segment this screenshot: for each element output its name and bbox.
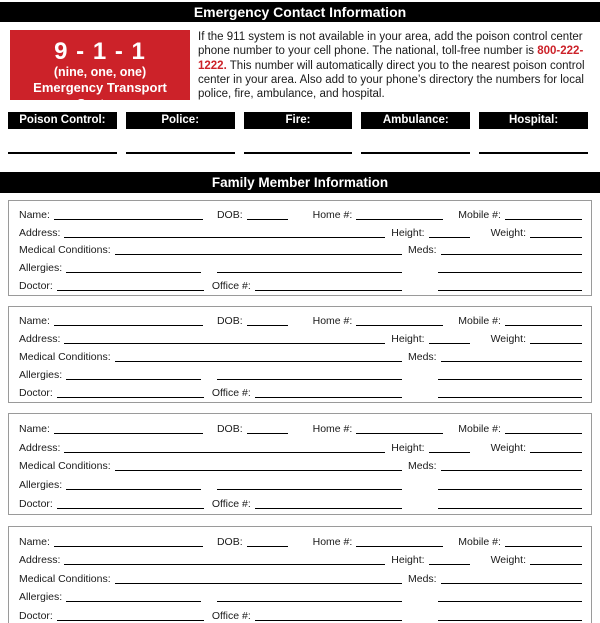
member-row-medical [19, 568, 582, 586]
doctor-blank-line[interactable] [57, 397, 204, 398]
page-title: Emergency Contact Information [0, 2, 600, 22]
meds-column [402, 573, 582, 586]
allergies-blank-line-2[interactable] [217, 272, 402, 273]
poison-control-instructions [198, 30, 594, 101]
meds-blank-line-2[interactable] [438, 379, 582, 380]
meds-blank-line-3[interactable] [438, 508, 582, 509]
ambulance-label: Ambulance: [361, 112, 470, 129]
mobile-phone-blank-line[interactable] [505, 219, 582, 220]
mobile-phone-blank-line[interactable] [505, 546, 582, 547]
address-label: Address: [19, 333, 61, 345]
mobile-phone-blank-line[interactable] [505, 433, 582, 434]
meds-label: Meds: [408, 572, 437, 585]
name-blank-line[interactable] [54, 546, 203, 547]
office-phone-blank-line[interactable] [255, 508, 402, 509]
height-blank-line[interactable] [429, 237, 470, 238]
name-label: Name: [19, 422, 50, 435]
medical-conditions-label: Medical Conditions: [19, 244, 111, 257]
address-label: Address: [19, 226, 61, 239]
ambulance-blank-line[interactable] [361, 150, 470, 154]
name-label: Name: [19, 535, 50, 548]
home-phone-label: Home #: [312, 422, 353, 435]
meds-label: Meds: [408, 244, 437, 257]
office-phone-label: Office #: [211, 387, 251, 399]
meds-column [402, 508, 582, 511]
allergies-label: Allergies: [19, 369, 63, 381]
meds-blank-line-3[interactable] [438, 620, 582, 621]
medical-conditions-blank-line[interactable] [115, 361, 402, 362]
dob-label: DOB: [216, 208, 243, 221]
police-label: Police: [126, 112, 235, 129]
office-phone-label: Office #: [211, 609, 251, 622]
member-row-name [19, 204, 582, 222]
meds-blank-line-1[interactable] [441, 470, 582, 471]
height-label: Height: [391, 441, 425, 454]
hospital-label: Hospital: [479, 112, 588, 129]
address-blank-line[interactable] [64, 237, 385, 238]
dob-blank-line[interactable] [247, 219, 288, 220]
height-blank-line[interactable] [429, 343, 470, 344]
office-phone-blank-line[interactable] [255, 620, 402, 621]
allergies-blank-line-1[interactable] [66, 379, 201, 380]
mobile-phone-blank-line[interactable] [505, 325, 582, 326]
fire-blank-line[interactable] [244, 150, 353, 154]
weight-label: Weight: [490, 441, 526, 454]
address-blank-line[interactable] [64, 343, 385, 344]
member-row-name [19, 310, 582, 328]
dob-label: DOB: [216, 422, 243, 435]
name-label: Name: [19, 208, 50, 221]
meds-column [402, 489, 582, 492]
member-row-doctor [19, 493, 582, 511]
instructions-text-after: This number will automatically direct you to the nearest poison control center in your area. Also add to your phone’s directory the numbers for local police, fire, ambulance, and hospital. [198, 59, 585, 101]
home-phone-blank-line[interactable] [356, 433, 443, 434]
allergies-blank-line-2[interactable] [217, 379, 402, 380]
home-phone-blank-line[interactable] [356, 325, 443, 326]
allergies-blank-line-1[interactable] [66, 489, 201, 490]
mobile-phone-label: Mobile #: [458, 208, 501, 221]
member-row-address [19, 328, 582, 346]
medical-conditions-label: Medical Conditions: [19, 351, 111, 363]
dob-blank-line[interactable] [247, 325, 288, 326]
office-phone-label: Office #: [211, 498, 251, 511]
family-member-block [8, 306, 592, 403]
doctor-blank-line[interactable] [57, 508, 204, 509]
height-label: Height: [391, 333, 425, 345]
name-blank-line[interactable] [54, 325, 203, 326]
address-label: Address: [19, 441, 61, 454]
meds-column [402, 244, 582, 257]
allergies-blank-line-1[interactable] [66, 272, 201, 273]
meds-blank-line-2[interactable] [438, 489, 582, 490]
member-row-address [19, 549, 582, 567]
mobile-phone-label: Mobile #: [458, 422, 501, 435]
medical-conditions-blank-line[interactable] [115, 254, 402, 255]
mobile-phone-label: Mobile #: [458, 535, 501, 548]
911-code: 9 - 1 - 1 [54, 38, 146, 65]
weight-blank-line[interactable] [530, 343, 582, 344]
weight-blank-line[interactable] [530, 452, 582, 453]
medical-conditions-blank-line[interactable] [115, 583, 402, 584]
allergies-blank-line-1[interactable] [66, 601, 201, 602]
weight-label: Weight: [490, 226, 526, 239]
family-member-block [8, 526, 592, 623]
allergies-label: Allergies: [19, 262, 63, 275]
meds-blank-line-1[interactable] [441, 361, 582, 362]
medical-conditions-blank-line[interactable] [115, 470, 402, 471]
allergies-label: Allergies: [19, 591, 63, 603]
doctor-blank-line[interactable] [57, 620, 204, 621]
office-phone-blank-line[interactable] [255, 290, 402, 291]
meds-blank-line-2[interactable] [438, 601, 582, 602]
member-row-medical [19, 455, 582, 473]
home-phone-label: Home #: [312, 208, 353, 221]
hospital-blank-line[interactable] [479, 150, 588, 154]
member-row-medical [19, 240, 582, 258]
height-label: Height: [391, 554, 425, 566]
allergies-label: Allergies: [19, 479, 63, 492]
name-blank-line[interactable] [54, 219, 203, 220]
home-phone-label: Home #: [312, 535, 353, 548]
dob-blank-line[interactable] [247, 546, 288, 547]
address-label: Address: [19, 554, 61, 566]
doctor-label: Doctor: [19, 387, 53, 399]
meds-blank-line-1[interactable] [441, 583, 582, 584]
meds-blank-line-1[interactable] [441, 254, 582, 255]
meds-column [402, 460, 582, 473]
office-phone-label: Office #: [211, 279, 251, 292]
height-label: Height: [391, 226, 425, 239]
doctor-label: Doctor: [19, 498, 53, 511]
weight-label: Weight: [490, 554, 526, 566]
weight-label: Weight: [490, 333, 526, 345]
dob-label: DOB: [216, 535, 243, 548]
member-row-name [19, 531, 582, 549]
height-blank-line[interactable] [429, 564, 470, 565]
meds-column [402, 351, 582, 364]
allergies-blank-line-2[interactable] [217, 601, 402, 602]
member-row-doctor [19, 275, 582, 293]
police-blank-line[interactable] [126, 150, 235, 154]
fire-label: Fire: [244, 112, 353, 129]
meds-column [402, 620, 582, 623]
member-row-doctor [19, 605, 582, 623]
home-phone-label: Home #: [312, 315, 353, 327]
911-caption: Emergency Transport System [33, 80, 167, 111]
member-row-name [19, 418, 582, 436]
member-row-doctor [19, 382, 582, 400]
name-blank-line[interactable] [54, 433, 203, 434]
mobile-phone-label: Mobile #: [458, 315, 501, 327]
doctor-blank-line[interactable] [57, 290, 204, 291]
meds-blank-line-3[interactable] [438, 290, 582, 291]
member-row-allergies [19, 586, 582, 604]
poison-control-label: Poison Control: [8, 112, 117, 129]
911-box [10, 30, 190, 111]
contact-blank-lines-row [8, 150, 588, 154]
height-blank-line[interactable] [429, 452, 470, 453]
dob-label: DOB: [216, 315, 243, 327]
meds-blank-line-3[interactable] [438, 397, 582, 398]
member-row-address [19, 222, 582, 240]
allergies-blank-line-2[interactable] [217, 489, 402, 490]
family-section-title: Family Member Information [0, 172, 600, 193]
member-row-allergies [19, 257, 582, 275]
family-member-block [8, 200, 592, 296]
home-phone-blank-line[interactable] [356, 219, 443, 220]
dob-blank-line[interactable] [247, 433, 288, 434]
poison-control-phone-number: 800-222-1222. [198, 45, 584, 72]
medical-conditions-label: Medical Conditions: [19, 460, 111, 473]
911-code-words: (nine, one, one) [53, 65, 147, 79]
address-blank-line[interactable] [64, 452, 385, 453]
meds-label: Meds: [408, 351, 437, 363]
member-row-allergies [19, 474, 582, 492]
contact-labels-row [8, 112, 588, 129]
doctor-label: Doctor: [19, 279, 53, 292]
family-member-block [8, 413, 592, 515]
home-phone-blank-line[interactable] [356, 546, 443, 547]
weight-blank-line[interactable] [530, 237, 582, 238]
weight-blank-line[interactable] [530, 564, 582, 565]
address-blank-line[interactable] [64, 564, 385, 565]
poison-control-blank-line[interactable] [8, 150, 117, 154]
member-row-address [19, 437, 582, 455]
meds-blank-line-2[interactable] [438, 272, 582, 273]
office-phone-blank-line[interactable] [255, 397, 402, 398]
member-row-medical [19, 346, 582, 364]
doctor-label: Doctor: [19, 609, 53, 622]
meds-label: Meds: [408, 460, 437, 473]
medical-conditions-label: Medical Conditions: [19, 572, 111, 585]
instructions-text-before: If the 911 system is not available in your area, add the poison control center phone number to your cell phone. The national, toll-free number is [198, 31, 583, 58]
name-label: Name: [19, 315, 50, 327]
member-row-allergies [19, 364, 582, 382]
meds-column [402, 290, 582, 293]
meds-column [402, 397, 582, 400]
